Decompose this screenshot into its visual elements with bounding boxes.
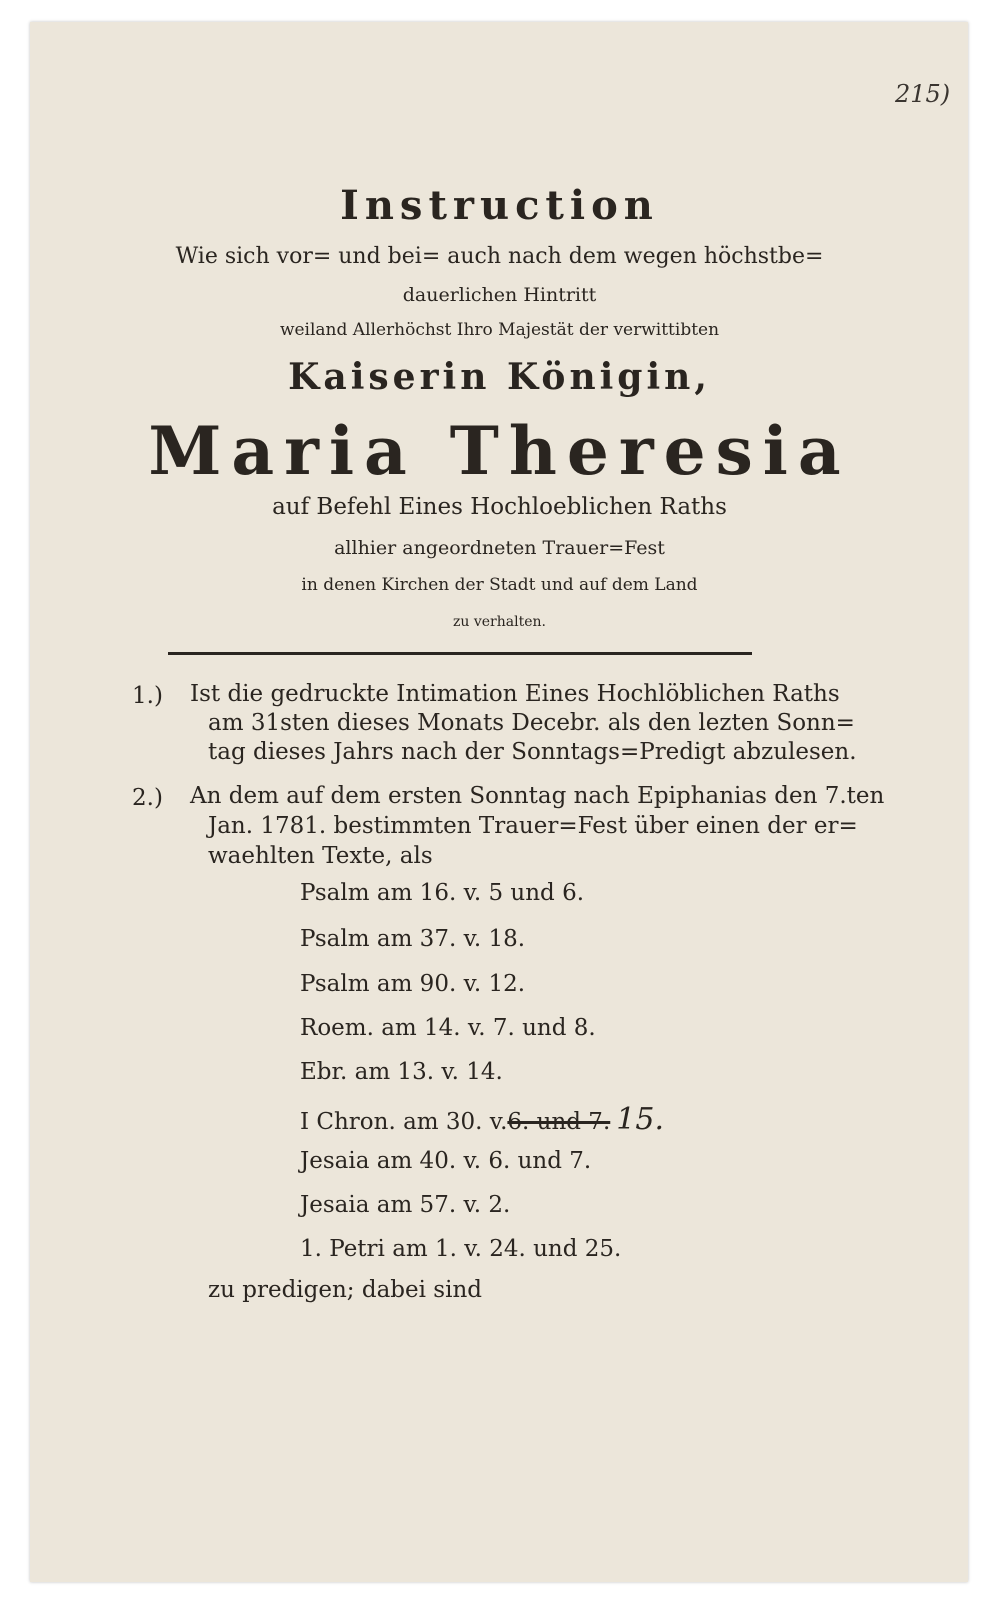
verse-7: Jesaia am 40. v. 6. und 7.: [300, 1148, 592, 1174]
royal-title: Kaiserin Königin,: [288, 356, 711, 398]
authority-line-2: allhier angeordneten Trauer=Fest: [334, 537, 665, 559]
verse-6-row: [300, 1102, 664, 1137]
item-1-line-2: am 31sten dieses Monats Decebr. als den lezten Sonn=: [208, 710, 855, 736]
royal-name: Maria Theresia: [148, 412, 851, 490]
handwritten-correction: 15.: [616, 1102, 664, 1137]
verse-5: Ebr. am 13. v. 14.: [300, 1059, 503, 1085]
subtitle-line-1: Wie sich vor= und bei= auch nach dem wegen höchstbe=: [175, 244, 824, 269]
verse-4: Roem. am 14. v. 7. und 8.: [300, 1015, 596, 1041]
authority-line-4: zu verhalten.: [453, 614, 546, 630]
item-2-line-3: waehlten Texte, als: [208, 843, 433, 869]
verse-6: I Chron. am 30. v.: [300, 1109, 508, 1135]
authority-line-1: auf Befehl Eines Hochloeblichen Raths: [272, 494, 727, 520]
verse-2: Psalm am 37. v. 18.: [300, 926, 526, 952]
subtitle-line-2: dauerlichen Hintritt: [402, 284, 597, 306]
page-number: 215): [895, 80, 951, 108]
verse-9: 1. Petri am 1. v. 24. und 25.: [300, 1236, 622, 1262]
item-2-number: 2.): [132, 785, 163, 811]
header-divider: [168, 652, 752, 655]
struck-text: 6. und 7.: [507, 1109, 611, 1135]
item-1-number: 1.): [132, 683, 163, 709]
document-title: Instruction: [340, 182, 659, 229]
item-1-line-3: tag dieses Jahrs nach der Sonntags=Predigt abzulesen.: [208, 739, 857, 765]
item-1-line-1: Ist die gedruckte Intimation Eines Hochlöblichen Raths: [190, 681, 840, 707]
closing-line: zu predigen; dabei sind: [208, 1277, 482, 1303]
subtitle-line-3: weiland Allerhöchst Ihro Majestät der verwittibten: [279, 320, 720, 340]
verse-8: Jesaia am 57. v. 2.: [300, 1192, 511, 1218]
authority-line-3: in denen Kirchen der Stadt und auf dem Land: [301, 575, 698, 595]
item-2-line-1: An dem auf dem ersten Sonntag nach Epiphanias den 7.ten: [190, 783, 885, 809]
item-2-line-2: Jan. 1781. bestimmten Trauer=Fest über einen der er=: [208, 813, 858, 839]
verse-1: Psalm am 16. v. 5 und 6.: [300, 880, 585, 906]
verse-3: Psalm am 90. v. 12.: [300, 971, 526, 997]
